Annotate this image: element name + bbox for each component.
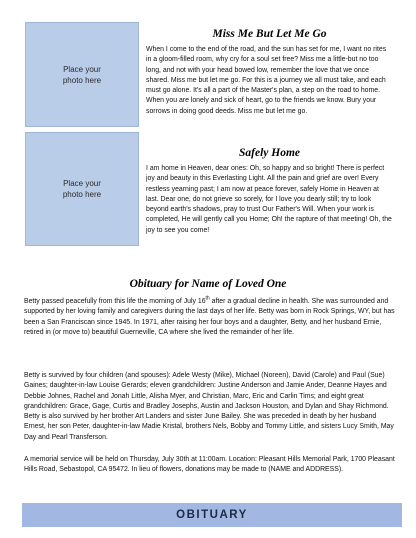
poem-text: I am home in Heaven, dear ones: Oh, so happy and so bright! There is perfect joy and beauty in this Everlasting Light. All the pain and grief are over! Every restless yearning past; I am now at peace forever, safely Home in Heaven at last. Dear one, do not grieve so sorely, for I love you dearly still; try to look beyond earth's shadows, pray to trust Our Father's Will. When your work is completed, He will gently call you Home; Oh! the rapture of that meeting! Oh, the joy to see you come! (146, 165, 392, 234)
ordinal-suffix: th (205, 295, 210, 302)
poem-title: Safely Home (239, 147, 300, 159)
obituary-paragraph-1 (24, 297, 396, 338)
poem-safely-home (146, 147, 393, 236)
poem-text: When I come to the end of the road, and the sun has set for me, I want no rites in a gloom-filled room, why cry for a soul set free? Miss me a little-but no too long, and not with your head bowed low, remember the love that we once shared. Miss me but let me go. For this is a journey we all must take, and each must go alone. It's all a part of the Master's plan, a step on the road to home. When you are lonely and sick of heart, go to the friends we know. Bury your sorrows in doing good deeds. Miss me but let me go. (146, 46, 387, 115)
poem-title: Miss Me But Let Me Go (212, 28, 327, 40)
photo-placeholder-2 (25, 132, 139, 246)
obituary-text: after a gradual decline in health. She was surrounded and supported by her loving family and caregivers during the last days of her life. Betty was born in Rock Springs, WY, but has been a San Franciscan since 1945. In 1971, after raising her four boys and a daughter, Betty, and her husband Ernie, retired in (or move to) beautiful Guerneville, CA where she lived the remainder of her life. (24, 298, 395, 336)
footer-label: OBITUARY (176, 509, 248, 521)
obituary-paragraph-2: Betty is survived by four children (and spouses): Adele Westy (Mike), Michael (Noreen), David (Carole) and Paul (Sue) Gaines; daughter-in-law Louise Gerards; eleven grandchildren: Justine Anderson and Jamie Ander, Deanne Hayes and Debbie Johnes, Rachel and Jonah Little, Alisha Myer, and Christian, Marc, Eric and Carlin Tims; and eight great grandchildren: Grace, Gage, Curtis and Bradley Josephs, Austin and Jackson Houston, and Dylan and Shay Richmond. Betty is also survived by her brother Art Landers and sister June Bailey. She was preceded in death by her husband Ernest, her son Peter, daughter-in-law Madie Kristal, brothers Nels, Bobby and Tommy Little, and sisters Lucy Smith, May Day and Pearl Transferson. (24, 372, 394, 441)
obituary-paragraph-3: A memorial service will be held on Thursday, July 30th at 11:00am. Location: Pleasant Hills Memorial Park, 1700 Pleasant Hills Road, Sebastopol, CA 95472. In lieu of flowers, donations may be made to (NAME and ADDRESS). (24, 456, 395, 474)
photo-placeholder-1 (25, 22, 139, 127)
poem-miss-me (146, 28, 393, 117)
obituary-title: Obituary for Name of Loved One (129, 278, 287, 290)
photo-placeholder-text: Place your photo here (62, 179, 102, 199)
photo-placeholder-text: Place your photo here (62, 64, 102, 85)
obituary-text: Betty passed peacefully from this life the morning of July 16 (24, 298, 206, 305)
footer-banner (22, 503, 402, 527)
